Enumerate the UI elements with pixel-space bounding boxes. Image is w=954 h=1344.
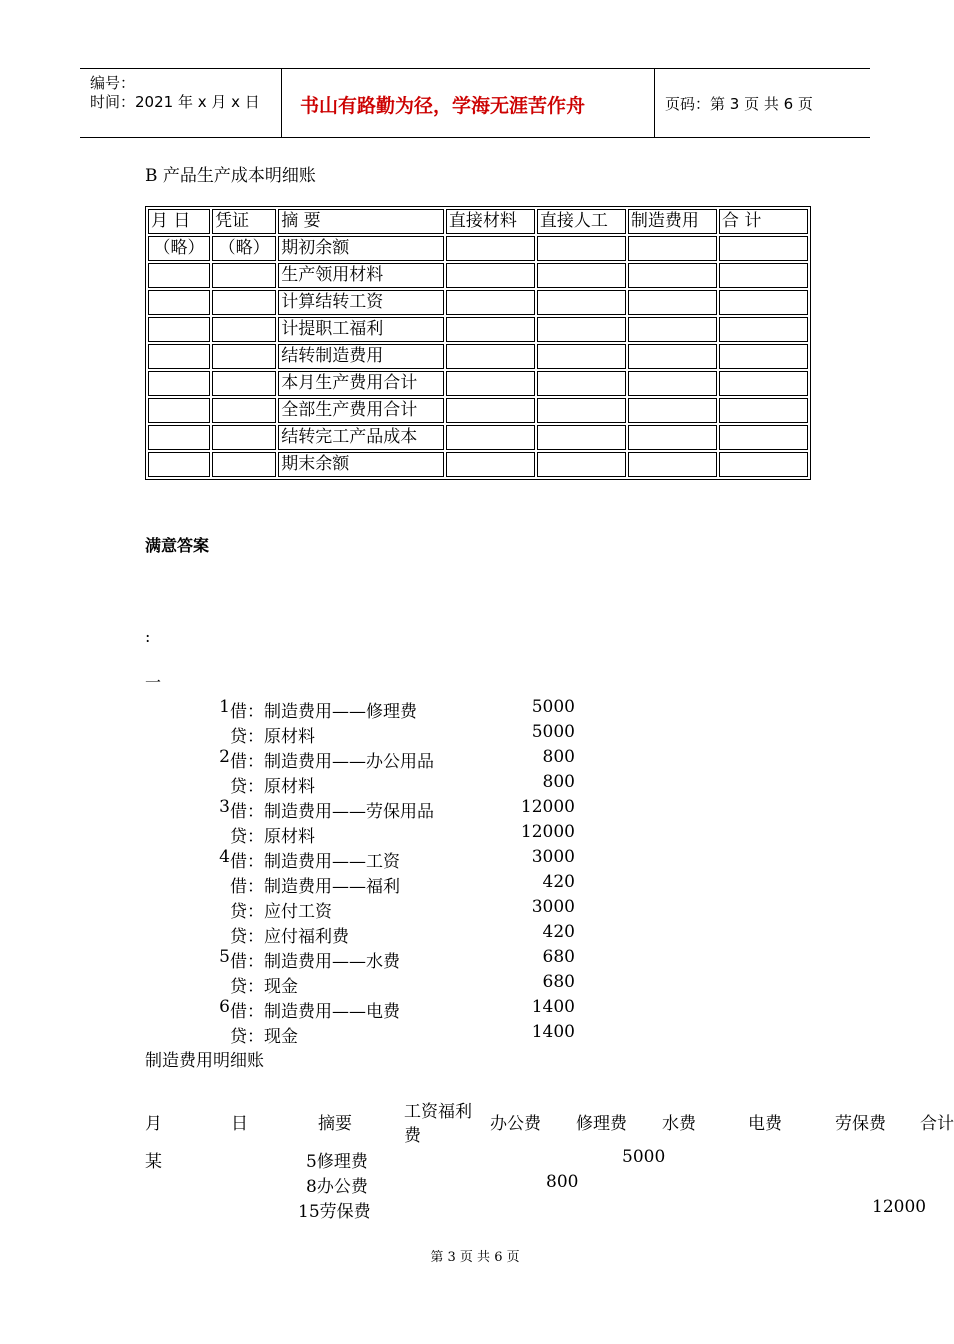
entry-amount: 3000 (531, 897, 575, 917)
entry-amount: 12000 (520, 797, 575, 817)
entry-amount: 800 (542, 772, 575, 792)
ledger-header-row (148, 209, 808, 234)
overhead-ledger-title: 制造费用明细账 (145, 1051, 264, 1071)
journal-entry (0, 772, 950, 797)
ledger-cell (537, 425, 626, 450)
entry-account: 贷：原材料 (230, 827, 315, 847)
col-labor: 劳保费 (835, 1114, 886, 1134)
ledger-header-cell: 合 计 (719, 209, 808, 234)
journal-entry (0, 747, 950, 772)
ledger-cell (212, 371, 276, 396)
entry-amount: 1400 (531, 1022, 575, 1042)
ledger-cell (719, 317, 808, 342)
doc-number-label: 编号： (90, 74, 136, 92)
entry-number: 5 (219, 947, 230, 967)
entry-amount: 3000 (531, 847, 575, 867)
col-month: 月 (145, 1114, 162, 1134)
ledger-cell: 期末余额 (278, 452, 444, 477)
journal-entry (0, 947, 950, 972)
ledger-row (148, 398, 808, 423)
ledger-cell (719, 371, 808, 396)
entry-account: 借：制造费用——劳保用品 (230, 802, 434, 822)
page-header (80, 68, 870, 138)
ledger-header-cell: 制造费用 (628, 209, 717, 234)
ledger-cell (537, 290, 626, 315)
ledger-cell (628, 263, 717, 288)
journal-entry (0, 997, 950, 1022)
ledger-row (148, 452, 808, 477)
ledger-cell (212, 398, 276, 423)
ledger-cell (446, 290, 535, 315)
answer-heading: 满意答案 (145, 536, 210, 555)
overhead-row-month: 某 (145, 1152, 162, 1172)
ledger-cell (719, 398, 808, 423)
entry-amount: 680 (542, 972, 575, 992)
ledger-row (148, 344, 808, 369)
ledger-cell (628, 236, 717, 261)
ledger-cell (628, 371, 717, 396)
ledger-cell (537, 263, 626, 288)
journal-entry (0, 822, 950, 847)
entry-number: 2 (219, 747, 230, 767)
header-motto: 书山有路勤为径，学海无涯苦作舟 (300, 95, 586, 117)
ledger-row (148, 290, 808, 315)
ledger-cell (719, 344, 808, 369)
ledger-cell (537, 344, 626, 369)
entry-number: 3 (219, 797, 230, 817)
ledger-cell (212, 344, 276, 369)
ledger-cell (628, 425, 717, 450)
ledger-header-cell: 直接人工 (537, 209, 626, 234)
col-water: 水费 (662, 1114, 696, 1134)
ledger-cell (719, 425, 808, 450)
ledger-cell: （略） (148, 236, 210, 261)
ledger-header-cell: 凭证 (212, 209, 276, 234)
entry-number: 4 (219, 847, 230, 867)
journal-entry (0, 722, 950, 747)
header-motto-cell (282, 69, 655, 137)
ledger-cell (446, 236, 535, 261)
ledger-cell: 本月生产费用合计 (278, 371, 444, 396)
ledger-cell: 全部生产费用合计 (278, 398, 444, 423)
ledger-row (148, 371, 808, 396)
ledger-cell (628, 344, 717, 369)
ledger-cell (148, 398, 210, 423)
ledger-body (148, 236, 808, 477)
ledger-cell (719, 290, 808, 315)
ledger-cell (719, 263, 808, 288)
ledger-cell (446, 344, 535, 369)
ledger-cell (148, 452, 210, 477)
doc-time-label: 时间：2021 年 x 月 x 日 (90, 93, 260, 111)
overhead-row-summary: 5修理费 (306, 1152, 368, 1172)
ledger-cell (212, 317, 276, 342)
ledger-cell (148, 290, 210, 315)
colon-mark: : (145, 627, 151, 646)
ledger-cell (719, 236, 808, 261)
entry-account: 贷：原材料 (230, 777, 315, 797)
col-electric: 电费 (748, 1114, 782, 1134)
ledger-cell (212, 290, 276, 315)
entry-account: 借：制造费用——水费 (230, 952, 400, 972)
overhead-row-summary: 15劳保费 (298, 1202, 371, 1222)
entry-amount: 12000 (520, 822, 575, 842)
col-summary: 摘要 (318, 1114, 352, 1134)
ledger-cell (446, 452, 535, 477)
overhead-row-value: 800 (546, 1172, 579, 1192)
entry-account: 贷：现金 (230, 1027, 298, 1047)
ledger-row (148, 263, 808, 288)
header-page-cell (655, 69, 870, 137)
ledger-row (148, 425, 808, 450)
ledger-row (148, 236, 808, 261)
overhead-row-summary: 8办公费 (306, 1177, 368, 1197)
entry-account: 借：制造费用——电费 (230, 1002, 400, 1022)
journal-entry (0, 697, 950, 722)
entry-account: 借：制造费用——工资 (230, 852, 400, 872)
production-cost-ledger (145, 206, 811, 480)
ledger-cell (628, 290, 717, 315)
ledger-cell (537, 236, 626, 261)
section-one-label: 一 (145, 673, 162, 692)
ledger-cell: （略） (212, 236, 276, 261)
col-repair: 修理费 (576, 1114, 627, 1134)
col-wage-welfare: 工资福利 (404, 1102, 472, 1122)
journal-entry (0, 972, 950, 997)
header-left-cell (80, 69, 282, 137)
col-office: 办公费 (490, 1114, 541, 1134)
overhead-row-value: 5000 (622, 1147, 666, 1167)
journal-entry (0, 1022, 950, 1047)
col-day: 日 (231, 1114, 248, 1134)
header-page-info: 页码：第 3 页 共 6 页 (665, 95, 813, 113)
ledger-cell (148, 371, 210, 396)
entry-number: 6 (219, 997, 230, 1017)
ledger-cell (212, 263, 276, 288)
entry-account: 贷：应付福利费 (230, 927, 349, 947)
entry-amount: 1400 (531, 997, 575, 1017)
ledger-cell (446, 317, 535, 342)
entry-amount: 5000 (531, 697, 575, 717)
entry-account: 借：制造费用——修理费 (230, 702, 417, 722)
entry-account: 贷：现金 (230, 977, 298, 997)
ledger-cell (148, 425, 210, 450)
ledger-cell: 生产领用材料 (278, 263, 444, 288)
ledger-cell (537, 398, 626, 423)
ledger-cell (212, 452, 276, 477)
entry-amount: 800 (542, 747, 575, 767)
journal-entry (0, 872, 950, 897)
journal-entry (0, 897, 950, 922)
col-wage-welfare-cont: 费 (404, 1126, 421, 1146)
ledger-header-cell: 摘 要 (278, 209, 444, 234)
ledger-cell: 结转完工产品成本 (278, 425, 444, 450)
ledger-cell: 计算结转工资 (278, 290, 444, 315)
entry-account: 借：制造费用——福利 (230, 877, 400, 897)
ledger-row (148, 317, 808, 342)
ledger-cell (446, 263, 535, 288)
ledger-cell (628, 452, 717, 477)
entry-account: 贷：原材料 (230, 727, 315, 747)
ledger-cell (446, 371, 535, 396)
ledger-cell: 结转制造费用 (278, 344, 444, 369)
entry-amount: 680 (542, 947, 575, 967)
col-total: 合计 (920, 1114, 954, 1134)
ledger-title: B 产品生产成本明细账 (145, 166, 316, 186)
overhead-row-value: 12000 (872, 1197, 927, 1217)
entry-amount: 5000 (531, 722, 575, 742)
ledger-cell (148, 317, 210, 342)
ledger-cell (446, 398, 535, 423)
ledger-cell (628, 398, 717, 423)
journal-entry (0, 922, 950, 947)
ledger-cell (212, 425, 276, 450)
ledger-cell (628, 317, 717, 342)
journal-entry (0, 847, 950, 872)
ledger-cell (537, 452, 626, 477)
journal-entry (0, 797, 950, 822)
ledger-cell (537, 371, 626, 396)
ledger-header-cell: 月 日 (148, 209, 210, 234)
page-footer: 第 3 页 共 6 页 (430, 1250, 520, 1265)
journal-entries (0, 697, 950, 1047)
entry-amount: 420 (542, 872, 575, 892)
ledger-cell (148, 344, 210, 369)
ledger-cell (148, 263, 210, 288)
ledger-cell (719, 452, 808, 477)
ledger-header-cell: 直接材料 (446, 209, 535, 234)
entry-number: 1 (219, 697, 230, 717)
ledger-cell: 期初余额 (278, 236, 444, 261)
ledger-cell (446, 425, 535, 450)
ledger-cell: 计提职工福利 (278, 317, 444, 342)
entry-account: 借：制造费用——办公用品 (230, 752, 434, 772)
entry-amount: 420 (542, 922, 575, 942)
ledger-cell (537, 317, 626, 342)
entry-account: 贷：应付工资 (230, 902, 332, 922)
